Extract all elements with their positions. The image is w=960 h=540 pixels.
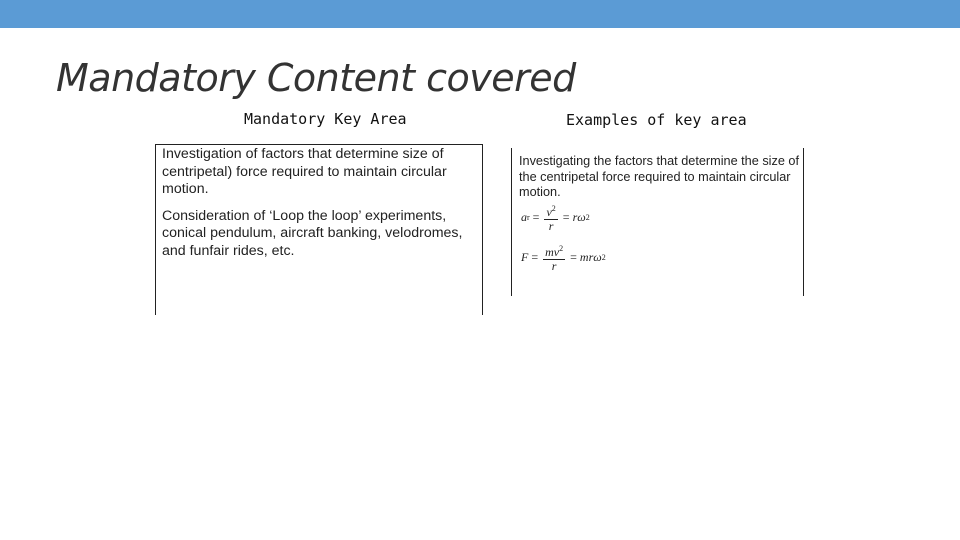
examples-paragraph: Investigating the factors that determine the size of the centripetal force required to maintain circular motion. [519, 154, 799, 199]
mandatory-key-area-heading: Mandatory Key Area [244, 110, 407, 128]
eq2-equals-sign-2: = [570, 250, 577, 264]
eq2-equals-sign: = [531, 250, 539, 264]
eq2-rhs-superscript: 2 [601, 253, 606, 262]
eq2-denominator: r [551, 259, 557, 273]
eq2-rhs: mrω [579, 250, 602, 264]
eq1-equals-sign: = [532, 210, 540, 224]
eq2-fraction [543, 242, 565, 273]
eq1-lhs-subscript: r [527, 213, 530, 222]
examples-box [511, 148, 804, 296]
eq2-numerator: $mv^2$ [545, 244, 564, 259]
eq1-lhs: a [521, 210, 527, 224]
mandatory-paragraph-2: Consideration of ‘Loop the loop’ experiments, conical pendulum, aircraft banking, velodromes, and funfair rides, etc. [162, 207, 463, 259]
eq2-lhs: F [521, 250, 529, 264]
eq1-rhs-superscript: 2 [585, 213, 590, 222]
eq1-denominator: r [548, 219, 554, 233]
eq1-fraction [544, 202, 557, 233]
force-equation [521, 242, 606, 273]
eq1-equals-sign-2: = [562, 210, 570, 224]
mandatory-paragraph-1: Investigation of factors that determine size of centripetal) force required to maintain circular motion. [162, 146, 447, 197]
mandatory-key-area-box [155, 144, 483, 315]
eq1-numerator: $v^2$ [546, 204, 556, 219]
top-accent-bar [0, 0, 960, 28]
eq1-rhs: rω [572, 210, 586, 224]
slide-title: Mandatory Content covered [56, 56, 576, 100]
examples-heading: Examples of key area [566, 111, 747, 129]
acceleration-equation [521, 202, 590, 233]
